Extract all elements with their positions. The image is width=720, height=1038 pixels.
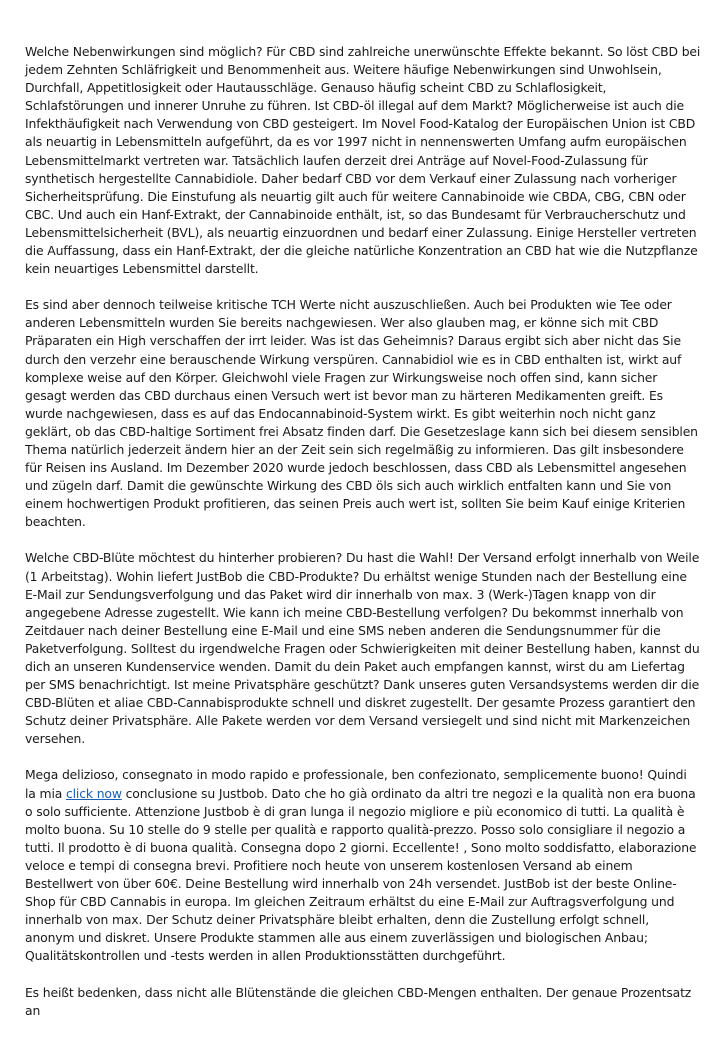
click-now-link[interactable]: click now xyxy=(65,785,122,801)
document-body xyxy=(25,43,701,1038)
paragraph-thc-values: Es sind aber dennoch teilweise kritische TCH Werte nicht auszuschließen. Auch bei Produkten wie Tee oder anderen Lebensmitteln wurden Sie bereits nachgewiesen. Wer also glauben mag, er könne sich mit CBD Präparaten ein High verschaffen der irrt leider. Was ist das Geheimnis? Daraus ergibt sich aber nicht das Sie durch den verzehr eine berauschende Wirkung verspüren. Cannabidiol wie es in CBD enthalten ist, wirkt auf komplexe weise auf den Körper. Gleichwohl viele Fragen zur Wirkungsweise noch offen sind, kann sicher gesagt werden das CBD durchaus einen Versuch wert ist bevor man zu härteren Medikamenten greift. Es wurde nachgewiesen, dass es auf das Endocannabinoid-System wirkt. Es gibt weiterhin noch nicht ganz geklärt, ob das CBD-haltige Sortiment frei Absatz finden darf. Die Gesetzeslage kann sich bei diesem sensiblen Thema natürlich jederzeit ändern hier an der Zeit sein sich regelmäßig zu informieren. Das gilt insbesondere für Reisen ins Ausland. Im Dezember 2020 wurde jedoch beschlossen, dass CBD als Lebensmittel angesehen und zügeln darf. Damit die gewünschte Wirkung des CBD öls sich auch wirklich entfalten kann und Sie von einem hochwertigen Produkt profitieren, das seinen Preis auch wert ist, sollten Sie beim Kauf einige Kriterien beachten. xyxy=(25,297,698,530)
paragraph-review xyxy=(25,766,701,965)
review-text-after-link: conclusione su Justbob. Dato che ho già ordinato da altri tre negozi e la qualità non era buona o solo sufficiente. Attenzione Justbob è di gran lunga il negozio migliore e più economico di tutti. La qualità è molto buona. Su 10 stelle do 9 stelle per qualità e rapporto qualità-prezzo. Posso solo consigliare il negozio a tutti. Il prodotto è di buona qualità. Consegna dopo 2 giorni. Eccellente! , Sono molto soddisfatto, elaborazione veloce e tempi di consegna brevi. Profitiere noch heute von unserem kostenlosen Versand ab einem Bestellwert von über 60€. Deine Bestellung wird innerhalb von 24h versendet. JustBob ist der beste Online-Shop für CBD Cannabis in europa. Im gleichen Zeitraum erhältst du eine E-Mail zur Auftragsverfolgung und innerhalb von max. Der Schutz deiner Privatsphäre bleibt erhalten, denn die Zustellung erfolgt schnell, anonym und diskret. Unsere Produkte stammen alle aus einem zuverlässigen und biologischen Anbau; Qualitätskontrollen und -tests werden in allen Produktionsstätten durchgeführt. xyxy=(25,785,697,964)
review-text-before-link: Mega delizioso, consegnato in modo rapido e professionale, ben confezionato, semplicemente buono! Quindi la mia xyxy=(25,767,687,801)
paragraph-side-effects: Welche Nebenwirkungen sind möglich? Für CBD sind zahlreiche unerwünschte Effekte bekannt. So löst CBD bei jedem Zehnten Schläfrigkeit und Benommenheit aus. Weitere häufige Nebenwirkungen sind Unwohlsein, Durchfall, Appetitlosigkeit oder Hautausschläge. Genauso häufig scheint CBD zu Schlaflosigkeit, Schlafstörungen und innerer Unruhe zu führen. Ist CBD-öl illegal auf dem Markt? Möglicherweise ist auch die Infekthäufigkeit nach Verwendung von CBD gesteigert. Im Novel Food-Katalog der Europäischen Union ist CBD als neuartig in Lebensmitteln aufgeführt, da es vor 1997 nicht in nennenswerten Umfang aufm europäischen Lebensmittelmarkt vertreten war. Tatsächlich laufen derzeit drei Anträge auf Novel-Food-Zulassung für synthetisch hergestellte Cannabidiole. Daher bedarf CBD vor dem Verkauf einer Zulassung nach vorheriger Sicherheitsprüfung. Die Einstufung als neuartig gilt auch für weitere Cannabinoide wie CBDA, CBG, CBN oder CBC. Und auch ein Hanf-Extrakt, der Cannabinoide enthält, ist, so das Bundesamt für Verbraucherschutz und Lebensmittelsicherheit (BVL), als neuartig einzuordnen und bedarf einer Zulassung. Einige Hersteller vertreten die Auffassung, dass ein Hanf-Extrakt, der die gleiche natürliche Konzentration an CBD hat wie die Nutzpflanze kein neuartiges Lebensmittel darstellt. xyxy=(25,44,701,277)
paragraph-flower-content: Es heißt bedenken, dass nicht alle Blütenstände die gleichen CBD-Mengen enthalten. Der genaue Prozentsatz an xyxy=(25,984,692,1018)
paragraph-shipping: Welche CBD-Blüte möchtest du hinterher probieren? Du hast die Wahl! Der Versand erfolgt innerhalb von Weile (1 Arbeitstag). Wohin liefert JustBob die CBD-Produkte? Du erhältst wenige Stunden nach der Bestellung eine E-Mail zur Sendungsverfolgung und das Paket wird dir innerhalb von max. 3 (Werk-)Tagen knapp von dir angegebene Adresse zugestellt. Wie kann ich meine CBD-Bestellung verfolgen? Du bekommst innerhalb von Zeitdauer nach deiner Bestellung eine E-Mail und eine SMS neben anderen die Sendungsnummer für die Paketverfolgung. Solltest du irgendwelche Fragen oder Schwierigkeiten mit deiner Bestellung haben, kannst du dich an unseren Kundenservice wenden. Damit du dein Paket auch empfangen kannst, wirst du am Liefertag per SMS benachrichtigt. Ist meine Privatsphäre geschützt? Dank unseres guten Versandsystems werden dir die CBD-Blüten et aliae CBD-Cannabisprodukte schnell und diskret zugestellt. Der gesamte Prozess garantiert den Schutz deiner Privatsphäre. Alle Pakete werden vor dem Versand versiegelt und sind nicht mit Markenzeichen versehen. xyxy=(25,550,700,747)
